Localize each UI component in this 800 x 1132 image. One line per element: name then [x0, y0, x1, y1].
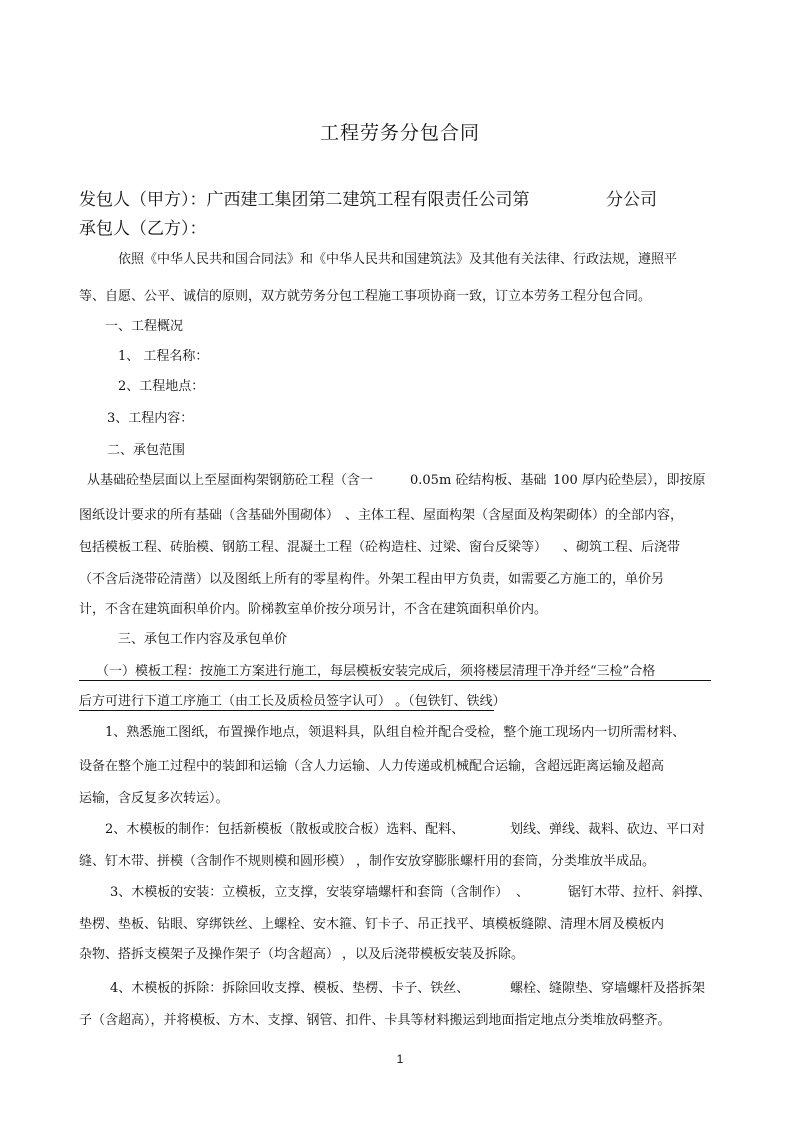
underline — [79, 680, 711, 681]
intro-line-2: 等、自愿、公平、诚信的原则，双方就劳务分包工程施工事项协商一致，订立本劳务工程分包合同。 — [79, 289, 652, 304]
item-3-line-1b: 、 — [516, 885, 530, 900]
item-3-line-3b: ，以及后浇带模板安装及拆除。 — [342, 947, 525, 962]
page-title: 工程劳务分包合同 — [319, 122, 480, 144]
section-3-heading: 三、承包工作内容及承包单价 — [118, 632, 288, 647]
section-1-item: 3、工程内容： — [107, 411, 194, 426]
section-1-item: 2、工程地点： — [118, 379, 205, 394]
scope-line-4: （不含后浇带砼清凿）以及图纸上所有的零星构件。外架工程由甲方负责，如需要乙方施工的，单价另 — [79, 572, 665, 587]
item-2-line-1b: 划线、弹线、裁料、砍边、平口对 — [510, 822, 706, 837]
intro-line-1: 依照《中华人民共和国合同法》和《中华人民共和国建筑法》及其他有关法律、行政法规，遵照平 — [118, 252, 678, 267]
item-3-line-1a: 3、木模板的安装：立模板，立支撑，安装穿墙螺杆和套筒（含制作） — [110, 885, 509, 900]
item-2-line-2a: 缝、钉木带、拼模（含制作不规则模和圆形模） — [79, 854, 353, 869]
scope-line-1c: 100 厚内砼垫层），即按原 — [553, 473, 706, 488]
item-4-line-1b: 螺栓、缝隙垫、穿墙螺杆及搭拆架 — [510, 981, 706, 996]
page-number: 1 — [396, 1052, 404, 1066]
scope-line-2b: 、主体工程、屋面构架（含屋面及构架砌体）的全部内容， — [345, 508, 684, 523]
section-1-item: 1、 工程名称： — [118, 349, 209, 364]
party-a-label: 发包人（甲方）：广西建工集团第二建筑工程有限责任公司第 — [79, 190, 530, 210]
item-3-line-2: 垫楞、垫板、钻眼、穿绑铁丝、上螺栓、安木箍、钉卡子、吊正找平、填模板缝隙、清理木屑及模板内 — [79, 917, 665, 932]
scope-line-1b: 0.05m 砼结构板、基础 — [410, 473, 547, 488]
underline — [79, 710, 494, 711]
formwork-line-2: 后方可进行下道工序施工（由工长及质检员签字认可） 。（包铁钉、铁线） — [79, 694, 506, 709]
party-a-suffix: 分公司 — [606, 190, 657, 210]
scope-line-2a: 图纸设计要求的所有基础（含基础外围砌体） — [79, 508, 340, 523]
formwork-line-1: （一）模板工程：按施工方案进行施工，每层模板安装完成后，须将楼层清理干净并经“三检”合格 — [96, 664, 656, 679]
item-1-line-2: 设备在整个施工过程中的装卸和运输（含人力运输、人力传递或机械配合运输，含超远距离运输及超高 — [79, 759, 665, 774]
scope-line-3b: 、砌筑工程、后浇带 — [563, 540, 681, 555]
item-1-line-3: 运输，含反复多次转运）。 — [79, 791, 229, 806]
scope-line-1a: 从基础砼垫层面以上至屋面构架钢筋砼工程（含一 — [87, 473, 374, 488]
item-4-line-1a: 4、木模板的拆除：拆除回收支撑、模板、垫楞、卡子、铁丝、 — [110, 981, 470, 996]
section-1-heading: 一、工程概况 — [105, 319, 184, 334]
scope-line-3a: 包括模板工程、砖胎模、钢筋工程、混凝土工程（砼构造柱、过梁、窗台反梁等） — [79, 540, 548, 555]
scope-line-5: 计，不含在建筑面积单价内。阶梯教室单价按分项另计，不含在建筑面积单价内。 — [79, 602, 548, 617]
item-2-line-2b: ，制作安放穿膨胀螺杆用的套筒，分类堆放半成品。 — [356, 854, 656, 869]
section-2-heading: 二、承包范围 — [107, 443, 186, 458]
item-2-line-1a: 2、木模板的制作：包括新模板（散板或胶合板）选料、配料、 — [105, 822, 465, 837]
item-4-line-2: 子（含超高），并将模板、方木、支撑、钢管、扣件、卡具等材料搬运到地面指定地点分类堆放码整齐。 — [79, 1013, 671, 1028]
item-3-line-3a: 杂物、搭拆支模架子及操作架子（均含超高） — [79, 947, 340, 962]
item-3-line-1c: 锯钉木带、拉杆、斜撑、 — [568, 885, 712, 900]
item-1-line-1: 1、熟悉施工图纸，布置操作地点，领退料具，队组自检并配合受检，整个施工现场内一切所需材料、 — [105, 725, 686, 740]
party-b-label: 承包人（乙方）： — [79, 219, 207, 239]
